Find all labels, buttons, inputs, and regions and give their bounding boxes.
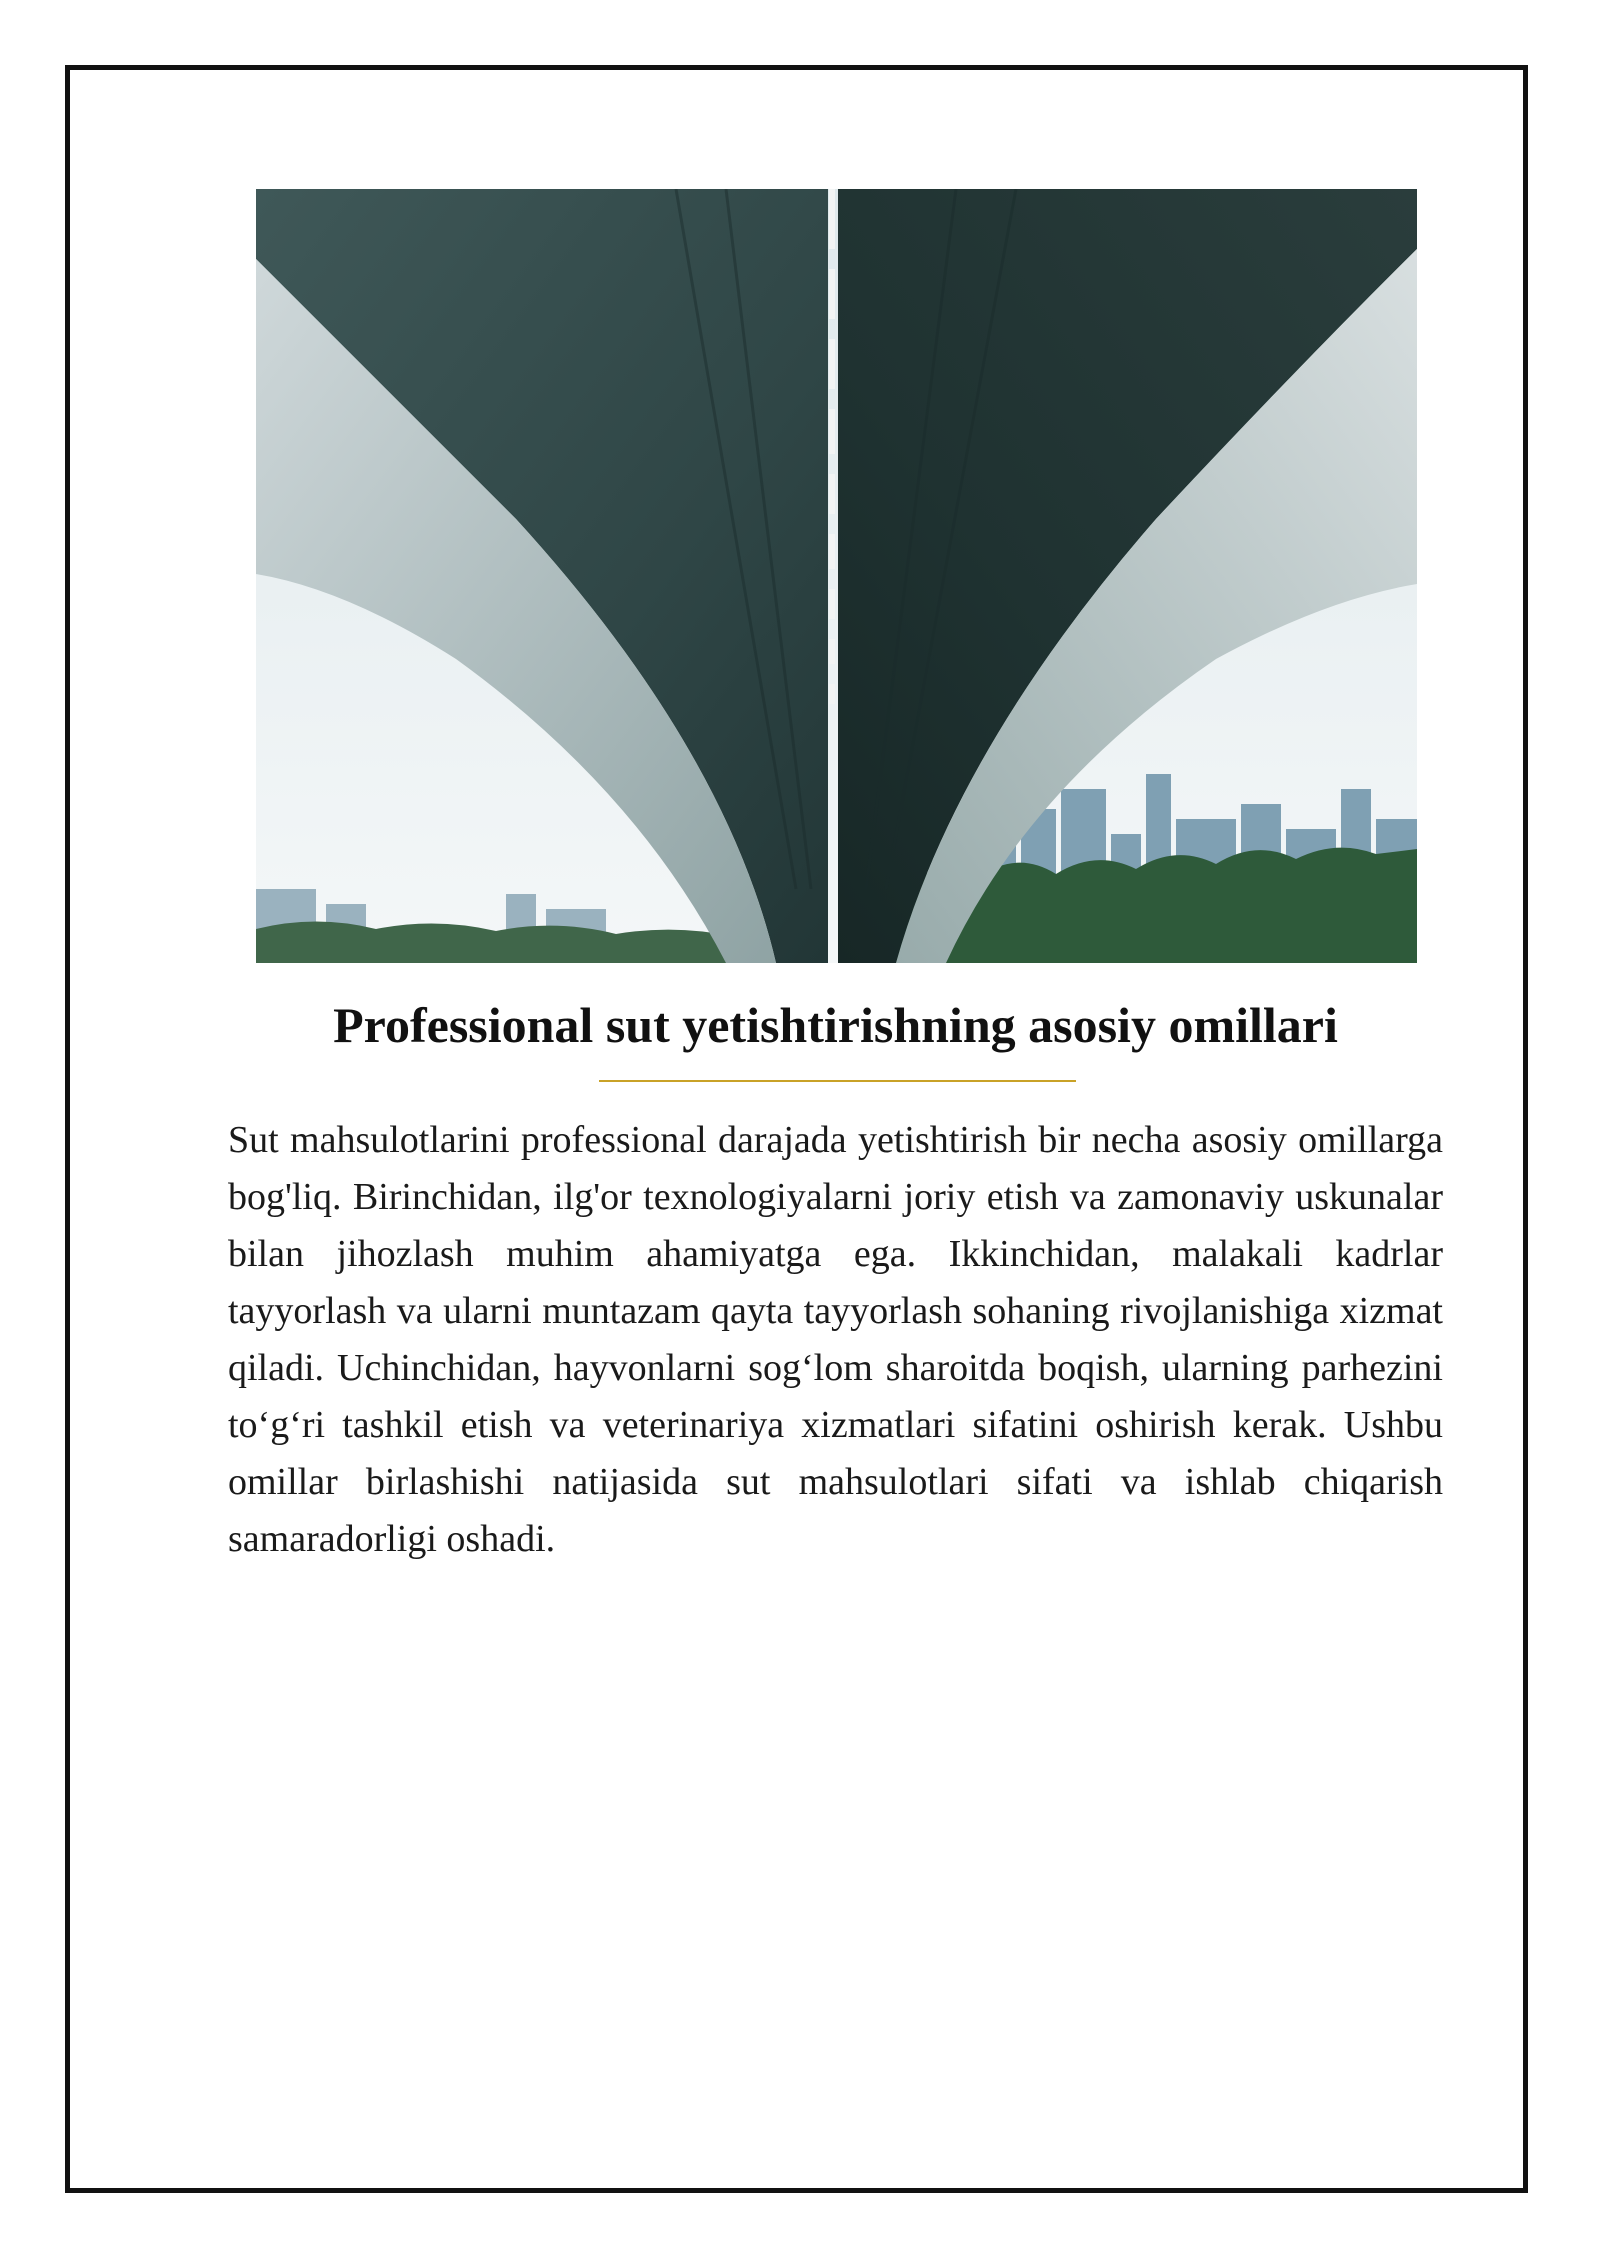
document-title: Professional sut yetishtirishning asosiy omillari — [333, 997, 1338, 1053]
bridge-illustration — [256, 189, 1417, 963]
bridge-underside-photo — [256, 189, 1417, 963]
body-paragraph: Sut mahsulotlarini professional darajada yetishtirish bir necha asosiy omillarga bog'liq. Birinchidan, ilg'or texnologiyalarni joriy etish va zamonaviy uskunalar bilan jihozlash muhim ahamiyatga ega. Ikkinchidan, malakali kadrlar tayyorlash va ularni muntazam qayta tayyorlash sohaning rivojlanishiga xizmat qiladi. Uchinchidan, hayvonlarni sog‘lom sharoitda boqish, ularning parhezini to‘g‘ri tashkil etish va veterinariya xizmatlari sifatini oshirish kerak. Ushbu omillar birlashishi natijasida sut mahsulotlari sifati va ishlab chiqarish samaradorligi oshadi. — [228, 1119, 1443, 1560]
title-divider — [599, 1080, 1076, 1082]
